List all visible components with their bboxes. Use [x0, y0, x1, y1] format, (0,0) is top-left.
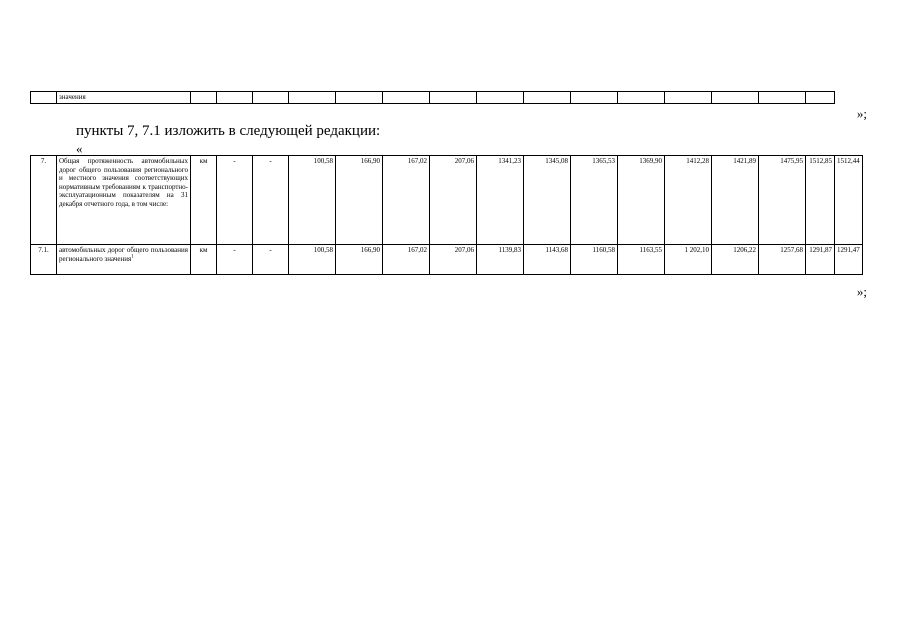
row-value: 1291,47	[835, 245, 863, 275]
row-value-dash: -	[253, 156, 289, 245]
closing-quote: »;	[856, 284, 867, 299]
row-value: 1291,87	[806, 245, 835, 275]
row-value-dash: -	[253, 245, 289, 275]
row-value: 1257,68	[759, 245, 806, 275]
row-unit: км	[191, 156, 217, 245]
cell-num	[31, 92, 57, 104]
row-indicator-name-text: автомобильных дорог общего пользования регионального значения	[59, 246, 188, 263]
amendment-heading: пункты 7, 7.1 изложить в следующей редакции:	[76, 123, 381, 139]
row-unit: км	[191, 245, 217, 275]
row-number: 7.1.	[31, 245, 57, 275]
row-value: 100,58	[289, 245, 336, 275]
row-value: 1163,55	[618, 245, 665, 275]
row-value: 1421,89	[712, 156, 759, 245]
row-value: 1512,44	[835, 156, 863, 245]
row-value: 1143,68	[524, 245, 571, 275]
row-value-dash: -	[217, 245, 253, 275]
row-value: 1412,28	[665, 156, 712, 245]
row-value: 1345,08	[524, 156, 571, 245]
cell-name: значения	[57, 92, 191, 104]
row-value: 100,58	[289, 156, 336, 245]
row-value: 167,02	[383, 156, 430, 245]
previous-table-fragment	[30, 91, 835, 104]
row-indicator-name: Общая протяженность автомобильных дорог общего пользования регионального и местного значения соответствующих нормативным требованиям к транспортно-эксплуатационным показателям на 31 декабря отчетного года, в том числе:	[57, 156, 191, 245]
row-value: 1365,53	[571, 156, 618, 245]
row-value: 1206,22	[712, 245, 759, 275]
row-value: 167,02	[383, 245, 430, 275]
row-value: 207,06	[430, 156, 477, 245]
row-value-dash: -	[217, 156, 253, 245]
row-indicator-name	[57, 245, 191, 275]
row-value: 1512,85	[806, 156, 835, 245]
table-row	[31, 245, 863, 275]
row-value: 1 202,10	[665, 245, 712, 275]
row-value: 1160,58	[571, 245, 618, 275]
row-value: 1341,23	[477, 156, 524, 245]
row-value: 1139,83	[477, 245, 524, 275]
row-value: 1475,95	[759, 156, 806, 245]
row-value: 207,06	[430, 245, 477, 275]
row-value: 166,90	[336, 245, 383, 275]
row-value: 166,90	[336, 156, 383, 245]
opening-quote: «	[76, 141, 83, 156]
row-value: 1369,90	[618, 156, 665, 245]
closing-quote: »;	[856, 106, 867, 121]
footnote-marker: 1	[131, 254, 134, 260]
table-row	[31, 156, 863, 245]
row-number: 7.	[31, 156, 57, 245]
indicators-table	[30, 155, 863, 275]
